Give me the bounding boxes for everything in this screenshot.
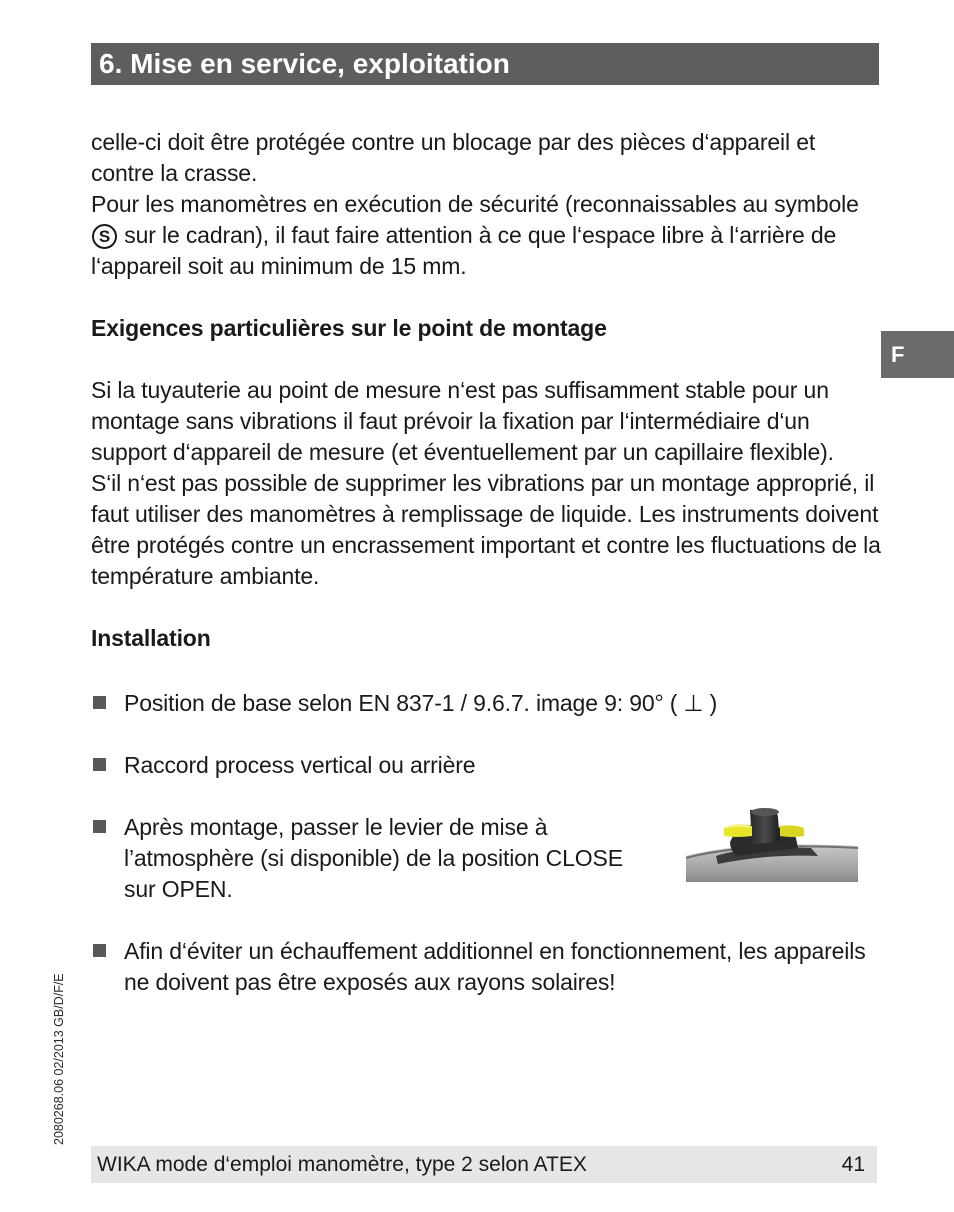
list-item-text: Afin d‘éviter un échauffement additionnel en fonctionnement, les appareils ne doivent pas être exposés aux rayons solaires! bbox=[124, 938, 866, 995]
vent-lever-photo bbox=[686, 806, 858, 882]
square-bullet-icon bbox=[93, 696, 106, 709]
document-code: 2080268.06 02/2013 GB/D/F/E bbox=[52, 973, 66, 1145]
installation-heading: Installation bbox=[91, 625, 211, 651]
intro-paragraph-2 bbox=[91, 189, 881, 282]
safety-s-symbol-icon: S bbox=[92, 224, 117, 249]
section-header bbox=[91, 43, 879, 85]
mounting-paragraph-2: S‘il n‘est pas possible de supprimer les vibrations par un montage approprié, il faut utiliser des manomètres à remplissage de liquide. Les instruments doivent être protégés contre un encrassement important et contre les fluctuations de la température ambiante. bbox=[91, 470, 881, 589]
list-item-text: Raccord process vertical ou arrière bbox=[124, 752, 476, 778]
list-item bbox=[91, 936, 881, 998]
list-item-text: Position de base selon EN 837-1 / 9.6.7. image 9: 90° ( ⊥ ) bbox=[124, 690, 718, 716]
language-tab-label: F bbox=[891, 342, 905, 367]
square-bullet-icon bbox=[93, 758, 106, 771]
list-item bbox=[91, 688, 881, 719]
mounting-heading: Exigences particulières sur le point de montage bbox=[91, 315, 607, 341]
list-item-text: Après montage, passer le levier de mise à l’atmosphère (si disponible) de la position CLOSE sur OPEN. bbox=[124, 814, 623, 902]
list-item bbox=[91, 750, 881, 781]
footer-text: WIKA mode d‘emploi manomètre, type 2 selon ATEX bbox=[97, 1152, 587, 1176]
page-content bbox=[91, 127, 881, 998]
intro-text-after-symbol: sur le cadran), il faut faire attention à ce que l‘espace libre à l‘arrière de l‘appareil soit au minimum de 15 mm. bbox=[91, 222, 837, 279]
page-number: 41 bbox=[841, 1152, 865, 1176]
square-bullet-icon bbox=[93, 944, 106, 957]
intro-text-before-symbol: Pour les manomètres en exécution de sécurité (reconnaissables au symbole bbox=[91, 191, 859, 217]
page-footer bbox=[91, 1146, 877, 1183]
square-bullet-icon bbox=[93, 820, 106, 833]
language-tab bbox=[881, 331, 954, 378]
section-title: 6. Mise en service, exploitation bbox=[99, 48, 510, 79]
intro-paragraph-1: celle-ci doit être protégée contre un blocage par des pièces d‘appareil et contre la crasse. bbox=[91, 129, 816, 186]
mounting-paragraph-1: Si la tuyauterie au point de mesure n‘est pas suffisamment stable pour un montage sans vibrations il faut prévoir la fixation par l‘intermédiaire d‘un support d‘appareil de mesure (et éventuellement par un capillaire flexible). bbox=[91, 377, 834, 465]
installation-list bbox=[91, 688, 881, 998]
list-item bbox=[91, 812, 881, 905]
